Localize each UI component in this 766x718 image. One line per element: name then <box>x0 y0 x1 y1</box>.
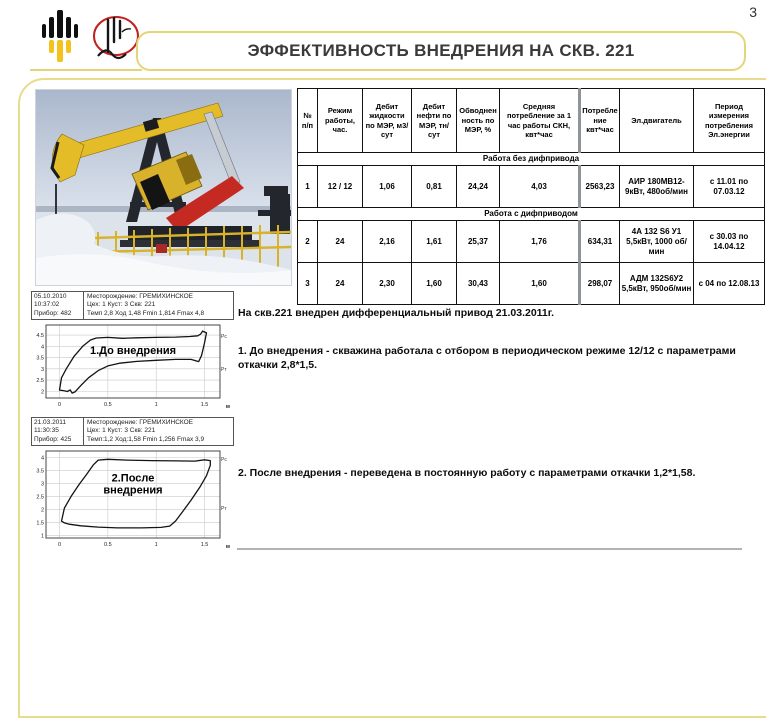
title-banner <box>136 31 746 71</box>
banner-connector-line <box>30 69 142 71</box>
dynamogram-after-plot <box>31 447 232 549</box>
dyno2-params: Темп:1,2 Ход:1,58 Fmin 1,256 Fmax 3,9 <box>87 435 205 443</box>
dynamogram-after <box>31 417 234 549</box>
note-before: 1. До внедрения - скважина работала с отбором в периодическом режиме 12/12 с параметрами откачки 2,8*1,5. <box>238 345 736 372</box>
column-header: Дебит жидкости по МЭР, м3/сут <box>363 89 412 153</box>
dyno2-date: 21.03.2011 <box>34 419 67 426</box>
svg-text:2.5: 2.5 <box>36 378 44 385</box>
bottom-divider-line <box>237 548 742 550</box>
dyno1-device: Прибор: 482 <box>34 309 72 317</box>
svg-text:2: 2 <box>40 507 44 514</box>
column-header: Эл.двигатель <box>620 89 694 153</box>
table-cell: с 30.03 по 14.04.12 <box>694 221 765 263</box>
table-cell: 3 <box>298 263 318 305</box>
table-cell: 1,06 <box>363 166 412 208</box>
svg-text:2: 2 <box>40 389 44 396</box>
section-label: Работа с дифприводом <box>298 208 765 221</box>
svg-text:0: 0 <box>58 402 62 409</box>
column-header: Обводненность по МЭР, % <box>457 89 500 153</box>
table-cell: 2,30 <box>363 263 412 305</box>
table-cell: 4,03 <box>500 166 580 208</box>
table-cell: 298,07 <box>580 263 620 305</box>
table-cell: 1,60 <box>500 263 580 305</box>
table-cell: 24 <box>318 263 363 305</box>
svg-text:1.5: 1.5 <box>200 542 209 549</box>
slide-title: ЭФФЕКТИВНОСТЬ ВНЕДРЕНИЯ НА СКВ. 221 <box>247 41 635 60</box>
svg-text:1: 1 <box>154 402 158 409</box>
dyno1-params: Темп 2,8 Ход 1,48 Fmin 1,814 Fmax 4,8 <box>87 309 205 317</box>
svg-text:4: 4 <box>40 344 44 351</box>
table-cell: 1,61 <box>412 221 457 263</box>
column-header: Дебит нефти по МЭР, тн/сут <box>412 89 457 153</box>
table-cell: 2563,23 <box>580 166 620 208</box>
dyno2-location: Цех: 1 Куст: 3 Скв: 221 <box>87 427 156 435</box>
table-cell: АДМ 132S6У2 5,5кВт, 950об/мин <box>620 263 694 305</box>
column-header: Потребление квт*час <box>580 89 620 153</box>
table-cell: 634,31 <box>580 221 620 263</box>
table-cell: 4А 132 S6 У1 5,5кВт, 1000 об/мин <box>620 221 694 263</box>
dyno1-date: 05.10.2010 <box>34 293 67 300</box>
svg-text:1.5: 1.5 <box>36 520 44 527</box>
column-header: Режим работы, час. <box>318 89 363 153</box>
svg-text:1: 1 <box>40 533 44 540</box>
note-implementation: На скв.221 внедрен дифференциальный привод 21.03.2011г. <box>238 307 554 319</box>
dynamogram-before <box>31 291 234 409</box>
svg-text:Рс: Рс <box>221 457 227 464</box>
table-cell: 1 <box>298 166 318 208</box>
svg-text:3.5: 3.5 <box>36 468 44 475</box>
svg-text:Рс: Рс <box>221 334 227 341</box>
table-cell: 0,81 <box>412 166 457 208</box>
dynamogram-before-plot <box>31 321 232 409</box>
dyno2-time: 11:30:35 <box>34 427 59 435</box>
column-header: Средняя потребление за 1 час работы СКН, квт*час <box>500 89 580 153</box>
dynamogram-before-header <box>31 291 234 320</box>
column-header: Период измерения потребления Эл.энергии <box>694 89 765 153</box>
table-cell: с 11.01 по 07.03.12 <box>694 166 765 208</box>
section-label: Работа без дифпривода <box>298 153 765 166</box>
table-row <box>298 221 765 263</box>
svg-text:м: м <box>225 544 230 550</box>
svg-text:3: 3 <box>40 367 44 374</box>
svg-text:1.До внедрения: 1.До внедрения <box>89 345 177 358</box>
table-cell: 1,76 <box>500 221 580 263</box>
page-number: 3 <box>749 4 757 20</box>
table-cell: 1,60 <box>412 263 457 305</box>
table-cell: 2,16 <box>363 221 412 263</box>
dyno1-location: Цех: 1 Куст: 3 Скв: 221 <box>87 301 156 309</box>
svg-text:0: 0 <box>58 542 62 549</box>
svg-text:0.5: 0.5 <box>104 402 112 409</box>
svg-text:Рт: Рт <box>221 506 227 513</box>
table-body <box>298 153 765 305</box>
table-cell: 25,37 <box>457 221 500 263</box>
dynamogram-after-header <box>31 417 234 446</box>
svg-text:2.5: 2.5 <box>36 494 44 501</box>
table-cell: 12 / 12 <box>318 166 363 208</box>
metrics-table <box>297 88 765 305</box>
table-row <box>298 263 765 305</box>
dyno2-field: Месторождение: ГРЕМИХИНСКОЕ <box>87 419 194 426</box>
table-cell: с 04 по 12.08.13 <box>694 263 765 305</box>
metrics-table-container <box>297 88 764 305</box>
pumpjack-photo <box>35 89 292 286</box>
svg-text:3: 3 <box>40 481 44 488</box>
svg-text:4.5: 4.5 <box>36 333 44 340</box>
table-cell: АИР 180МВ12-9кВт, 480об/мин <box>620 166 694 208</box>
svg-text:1.5: 1.5 <box>200 402 209 409</box>
svg-text:Рт: Рт <box>221 367 227 374</box>
svg-text:0.5: 0.5 <box>104 542 112 549</box>
dyno1-time: 10:37:02 <box>34 301 60 309</box>
rosneft-logo <box>38 8 82 71</box>
dyno1-field: Месторождение: ГРЕМИХИНСКОЕ <box>87 293 194 300</box>
table-header <box>298 89 765 153</box>
svg-text:внедрения: внедрения <box>103 484 163 497</box>
table-cell: 30,43 <box>457 263 500 305</box>
table-cell: 2 <box>298 221 318 263</box>
svg-text:4: 4 <box>40 455 44 462</box>
svg-text:1: 1 <box>154 542 158 549</box>
table-cell: 24,24 <box>457 166 500 208</box>
table-row <box>298 166 765 208</box>
svg-text:3.5: 3.5 <box>36 355 44 362</box>
svg-text:2.После: 2.После <box>111 472 155 485</box>
dyno2-device: Прибор: 425 <box>34 435 72 443</box>
column-header: № п/п <box>298 89 318 153</box>
table-cell: 24 <box>318 221 363 263</box>
note-after: 2. После внедрения - переведена в постоянную работу с параметрами откачки 1,2*1,58. <box>238 467 696 479</box>
svg-text:м: м <box>225 404 230 410</box>
